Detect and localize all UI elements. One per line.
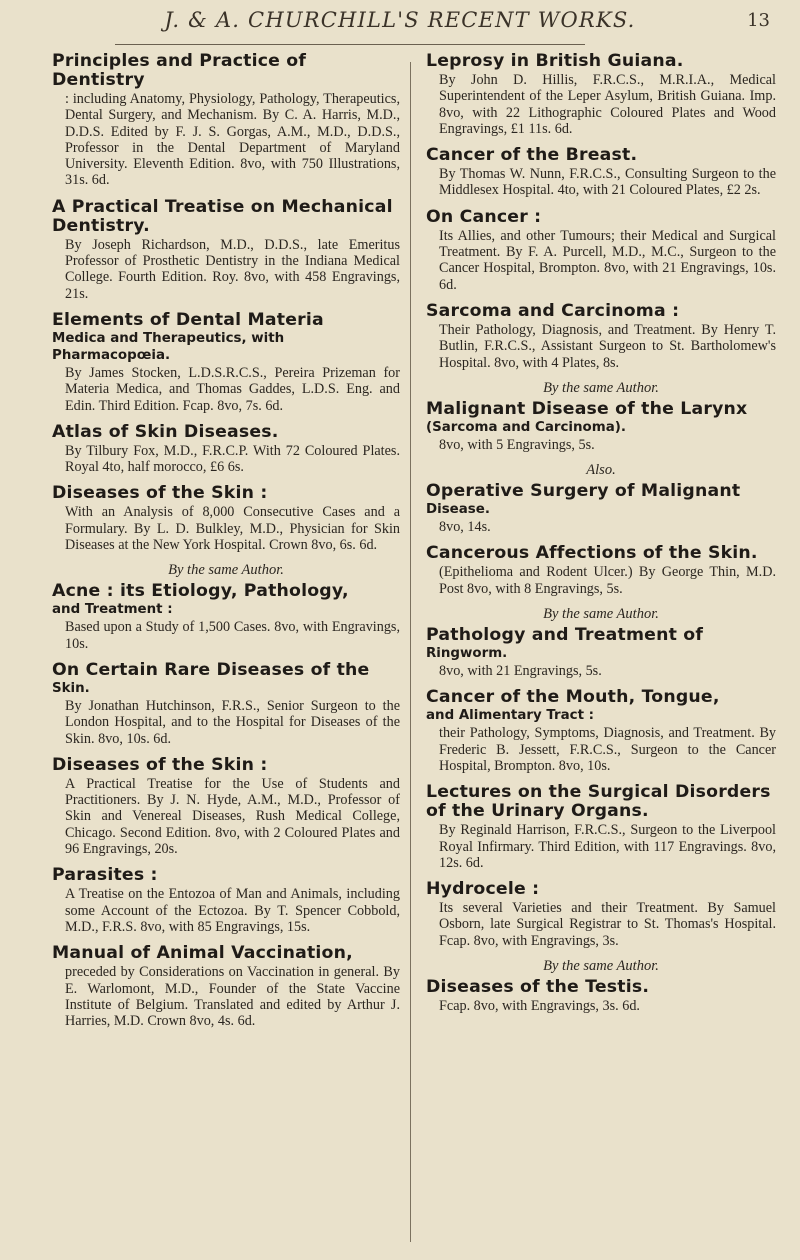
- catalogue-entry: [52, 311, 400, 414]
- entry-description: By Tilbury Fox, M.D., F.R.C.P. With 72 Coloured Plates. Royal 4to, half morocco, £6 6s.: [65, 442, 400, 476]
- catalogue-entry: [426, 978, 776, 1014]
- byline-note: By the same Author.: [168, 562, 284, 579]
- byline-note: By the same Author.: [543, 958, 659, 975]
- entry-title: Pathology and Treatment of: [426, 625, 704, 646]
- entry-title: Sarcoma and Carcinoma :: [426, 300, 680, 321]
- catalogue-entry: [52, 582, 400, 652]
- running-header: [0, 4, 800, 44]
- entry-subtitle: and Treatment :: [52, 602, 173, 618]
- entry-title: Cancer of the Mouth, Tongue,: [426, 687, 720, 708]
- entry-title: Atlas of Skin Diseases.: [52, 421, 279, 442]
- entry-description: A Practical Treatise for the Use of Students and Practitioners. By J. N. Hyde, A.M., M.D., Professor of Skin and Venereal Diseases, Rush Medical College, Chicago. Second Edition. 8vo, with 2 Coloured Plates and 96 Engravings, 20s.: [65, 775, 400, 858]
- entry-subtitle: Disease.: [426, 502, 490, 518]
- entry-title: Elements of Dental Materia: [52, 309, 324, 330]
- catalogue-entry: [426, 958, 776, 975]
- entry-title: Parasites :: [52, 865, 158, 886]
- catalogue-entry: [426, 688, 776, 774]
- entry-title: Cancerous Affections of the Skin.: [426, 543, 758, 564]
- catalogue-entry: [52, 52, 400, 189]
- catalogue-entry: [52, 661, 400, 747]
- entry-title: Diseases of the Skin :: [52, 483, 268, 504]
- page-number: 13: [747, 10, 770, 31]
- entry-description: Its Allies, and other Tumours; their Medical and Surgical Treatment. By F. A. Purcell, M.D., M.C., Surgeon to the Cancer Hospital, Brompton. 8vo, with 21 Engravings, 10s. 6d.: [439, 227, 776, 293]
- entry-description: By John D. Hillis, F.R.C.S., M.R.I.A., Medical Superintendent of the Leper Asylum, British Guiana. Imp. 8vo, with 22 Lithographic Coloured Plates and Wood Engravings, £1 11s. 6d.: [439, 72, 776, 137]
- entry-description: : including Anatomy, Physiology, Pathology, Therapeutics, Dental Surgery, and Mechanism. By C. A. Harris, M.D., D.D.S. Edited by F. J. S. Gorgas, A.M., M.D., D.D.S., Professor in the Dental Department of Maryland University. Eleventh Edition. 8vo, with 750 Illustrations, 31s. 6d.: [65, 91, 400, 189]
- entry-title: Manual of Animal Vaccination,: [52, 943, 353, 964]
- catalogue-entry: [426, 462, 776, 479]
- left-column: [52, 52, 400, 1038]
- catalogue-entry: [52, 944, 400, 1029]
- header-title: J. & A. CHURCHILL'S RECENT WORKS.: [164, 8, 636, 32]
- entry-title: Principles and Practice of Dentistry: [52, 51, 307, 90]
- entry-description: preceded by Considerations on Vaccination in general. By E. Warlomont, M.D., Founder of the State Vaccine Institute of Belgium. Translated and edited by Arthur J. Harries, M.D. Crown 8vo, 4s. 6d.: [65, 964, 400, 1030]
- catalogue-entry: [426, 302, 776, 371]
- entry-subtitle: Skin.: [52, 680, 90, 696]
- catalogue-entry: [426, 400, 776, 453]
- catalogue-entry: [426, 544, 776, 597]
- entry-title: Operative Surgery of Malignant: [426, 481, 741, 502]
- catalogue-entry: [426, 606, 776, 623]
- catalogue-entry: [52, 756, 400, 857]
- entry-title: Diseases of the Testis.: [426, 977, 650, 998]
- entry-description: 8vo, with 5 Engravings, 5s.: [439, 436, 595, 453]
- entry-description: 8vo, with 21 Engravings, 5s.: [439, 663, 602, 680]
- entry-description: their Pathology, Symptoms, Diagnosis, and Treatment. By Frederic B. Jessett, F.R.C.S., Surgeon to the Cancer Hospital, Brompton. 8vo, 10s.: [439, 725, 776, 774]
- entry-title: On Certain Rare Diseases of the: [52, 659, 370, 680]
- entry-description: Based upon a Study of 1,500 Cases. 8vo, with Engravings, 10s.: [65, 619, 400, 652]
- catalogue-entry: [426, 208, 776, 293]
- byline-note: By the same Author.: [543, 606, 659, 623]
- byline-note: Also.: [586, 462, 616, 479]
- entry-description: (Epithelioma and Rodent Ulcer.) By George Thin, M.D. Post 8vo, with 8 Engravings, 5s.: [439, 564, 776, 597]
- entry-title: Hydrocele :: [426, 879, 540, 900]
- entry-description: By Thomas W. Nunn, F.R.C.S., Consulting Surgeon to the Middlesex Hospital. 4to, with 21 Coloured Plates, £2 2s.: [439, 166, 776, 199]
- header-rule: [115, 44, 585, 45]
- catalogue-entry: [52, 198, 400, 302]
- entry-subtitle: and Alimentary Tract :: [426, 708, 595, 724]
- right-column: [426, 52, 776, 1023]
- catalogue-entry: [426, 146, 776, 199]
- entry-title: A Practical Treatise on Mechanical Dentistry.: [52, 196, 393, 236]
- entry-description: By Jonathan Hutchinson, F.R.S., Senior Surgeon to the London Hospital, and to the Hospital for Diseases of the Skin. 8vo, 10s. 6d.: [65, 697, 400, 747]
- byline-note: By the same Author.: [543, 379, 659, 396]
- entry-description: Their Pathology, Diagnosis, and Treatment. By Henry T. Butlin, F.R.C.S., Assistant Surgeon to St. Bartholomew's Hospital. 8vo, with 4 Plates, 8s.: [439, 321, 776, 371]
- entry-description: Its several Varieties and their Treatment. By Samuel Osborn, late Surgical Registrar to St. Thomas's Hospital. Fcap. 8vo, with Engravings, 3s.: [439, 900, 776, 949]
- entry-description: By Joseph Richardson, M.D., D.D.S., late Emeritus Professor of Prosthetic Dentistry in the Indiana Medical College. Fourth Edition. Roy. 8vo, with 458 Engravings, 21s.: [65, 236, 400, 302]
- entry-title: Acne : its Etiology, Pathology,: [52, 581, 349, 602]
- entry-subtitle: Ringworm.: [426, 646, 508, 662]
- column-divider: [410, 62, 411, 1242]
- entry-subtitle: (Sarcoma and Carcinoma).: [426, 419, 626, 435]
- entry-title: Lectures on the Surgical Disorders of the Urinary Organs.: [426, 782, 771, 822]
- entry-title: Malignant Disease of the Larynx: [426, 398, 748, 419]
- entry-description: By Reginald Harrison, F.R.C.S., Surgeon to the Liverpool Royal Infirmary. Third Edition, with 117 Engravings. 8vo, 12s. 6d.: [439, 822, 776, 871]
- catalogue-entry: [426, 482, 776, 535]
- entry-description: 8vo, 14s.: [439, 519, 491, 536]
- catalogue-entry: [426, 880, 776, 949]
- catalogue-entry: [426, 380, 776, 397]
- catalogue-entry: [426, 52, 776, 137]
- entry-description: With an Analysis of 8,000 Consecutive Cases and a Formulary. By L. D. Bulkley, M.D., Physician for Skin Diseases at the New York Hospital. Crown 8vo, 6s. 6d.: [65, 504, 400, 554]
- catalogue-entry: [52, 484, 400, 553]
- catalogue-entry: [426, 626, 776, 679]
- catalogue-entry: [52, 866, 400, 935]
- entry-description: Fcap. 8vo, with Engravings, 3s. 6d.: [439, 998, 640, 1015]
- catalogue-entry: [52, 562, 400, 579]
- entry-description: A Treatise on the Entozoa of Man and Animals, including some Account of the Ectozoa. By T. Spencer Cobbold, M.D., F.R.S. 8vo, with 85 Engravings, 15s.: [65, 886, 400, 935]
- catalogue-entry: [52, 423, 400, 476]
- entry-title: Leprosy in British Guiana.: [426, 51, 684, 71]
- catalogue-entry: [426, 783, 776, 871]
- entry-subtitle: Medica and Therapeutics, with Pharmacopœia.: [52, 330, 285, 363]
- entry-title: On Cancer :: [426, 206, 542, 227]
- entry-description: By James Stocken, L.D.S.R.C.S., Pereira Prizeman for Materia Medica, and Thomas Gaddes, L.D.S. Eng. and Edin. Third Edition. Fcap. 8vo, 7s. 6d.: [65, 364, 400, 414]
- entry-title: Diseases of the Skin :: [52, 754, 268, 775]
- entry-title: Cancer of the Breast.: [426, 145, 638, 166]
